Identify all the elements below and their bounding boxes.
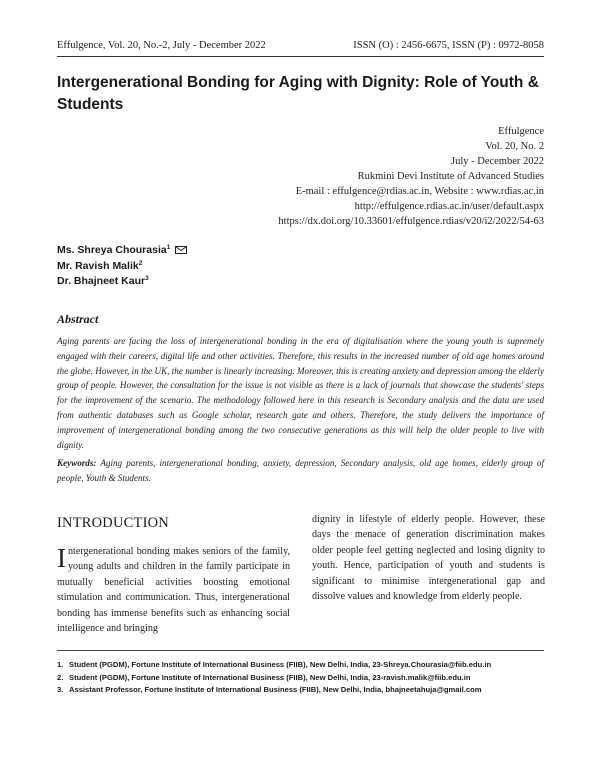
footnote-divider — [57, 650, 544, 651]
meta-doi[interactable]: https://dx.doi.org/10.33601/effulgence.rdias/v20/i2/2022/54-63 — [278, 216, 544, 227]
author-2 — [57, 259, 187, 275]
paper-title: Intergenerational Bonding for Aging with Dignity: Role of Youth & Students — [57, 74, 539, 113]
footnote-text: Assistant Professor, Fortune Institute of International Business (FIIB), New Delhi, India, bhajneetahuja@gmail.com — [69, 685, 482, 695]
author-name: Dr. Bhajneet Kaur — [57, 275, 146, 287]
footnote-text: Student (PGDM), Fortune Institute of International Business (FIIB), New Delhi, India, 23-Shreya.Chourasia@fiib.edu.in — [69, 660, 492, 669]
footnote-3 — [57, 684, 547, 697]
footnote-number: 2. — [57, 672, 64, 682]
drop-cap: I — [57, 543, 66, 573]
journal-meta-block — [278, 124, 544, 229]
meta-contact: E-mail : effulgence@rdias.ac.in, Website : www.rdias.ac.in — [295, 186, 544, 197]
footnote-number: 1. — [57, 660, 64, 669]
meta-period: July - December 2022 — [450, 156, 544, 167]
meta-volume: Vol. 20, No. 2 — [485, 141, 544, 152]
keywords-text: Aging parents, intergenerational bonding, anxiety, depression, Secondary analysis, old age homes, elderly group of people, Youth & Students. — [57, 458, 544, 483]
section-heading-introduction: INTRODUCTION — [57, 515, 169, 531]
abstract-heading: Abstract — [57, 312, 99, 326]
intro-column-right: dignity in lifestyle of elderly people. However, these days the menace of generation discrimination makes older people feel getting neglected and losing dignity to youth. Hence, participation of youth and students is significant to minimise intergenerational gap and dissolve values and knowledge from elderly people. — [312, 514, 545, 603]
running-header-journal: Effulgence, Vol. 20, No.-2, July - December 2022 — [57, 40, 266, 51]
meta-url[interactable]: http://effulgence.rdias.ac.in/user/default.aspx — [354, 201, 544, 212]
intro-text-left: ntergenerational bonding makes seniors of the family, young adults and children in the family participate in mutually beneficial activities boosting emotional stimulation and communication. Thus, intergenerational bonding has immense benefits such as enhancing social intelligence and bringing — [57, 546, 290, 635]
header-divider — [57, 56, 544, 57]
footnote-2 — [57, 672, 547, 685]
keywords-label: Keywords: — [57, 458, 97, 468]
meta-institute: Rukmini Devi Institute of Advanced Studies — [357, 171, 544, 182]
abstract-body: Aging parents are facing the loss of intergenerational bonding in the era of digitalisation where the young youth is supremely engaged with their careers, digital life and other activities. Therefore, this results in the increased number of old age homes around the globe. However, in the UK, the number is linearly increasing. Moreover, this is creating anxiety and depression among the elderly group of people. However, the consultation for the issue is not visible as there is a lack of journals that showcase the students' steps for the improvement of the scenario. The methodology followed here in this research is Secondary analysis and the data are used from authentic databases such as Google scholar, research gate and others. Therefore, the study delivers the importance of improvement of intergenerational bonding among the two consecutive generations as this will help the older people to live with dignity. — [57, 336, 544, 450]
keywords — [57, 456, 544, 486]
footnote-text: Student (PGDM), Fortune Institute of International Business (FIIB), New Delhi, India, 23-ravish.malik@fiib.edu.in — [69, 672, 471, 682]
envelope-icon[interactable] — [175, 244, 187, 252]
author-1 — [57, 243, 187, 259]
author-name: Mr. Ravish Malik — [57, 259, 139, 272]
meta-journal: Effulgence — [498, 126, 544, 137]
footnotes — [57, 659, 547, 697]
footnote-1 — [57, 659, 547, 672]
running-header-issn: ISSN (O) : 2456-6675, ISSN (P) : 0972-8058 — [353, 40, 544, 51]
author-name: Ms. Shreya Chourasia — [57, 244, 167, 256]
author-affiliation-mark: 1 — [166, 244, 171, 251]
footnote-number: 3. — [57, 685, 64, 695]
author-3 — [57, 274, 187, 290]
author-list — [57, 243, 187, 290]
intro-column-left — [57, 544, 290, 636]
author-affiliation-mark: 3 — [145, 275, 149, 282]
author-affiliation-mark: 2 — [138, 259, 143, 267]
